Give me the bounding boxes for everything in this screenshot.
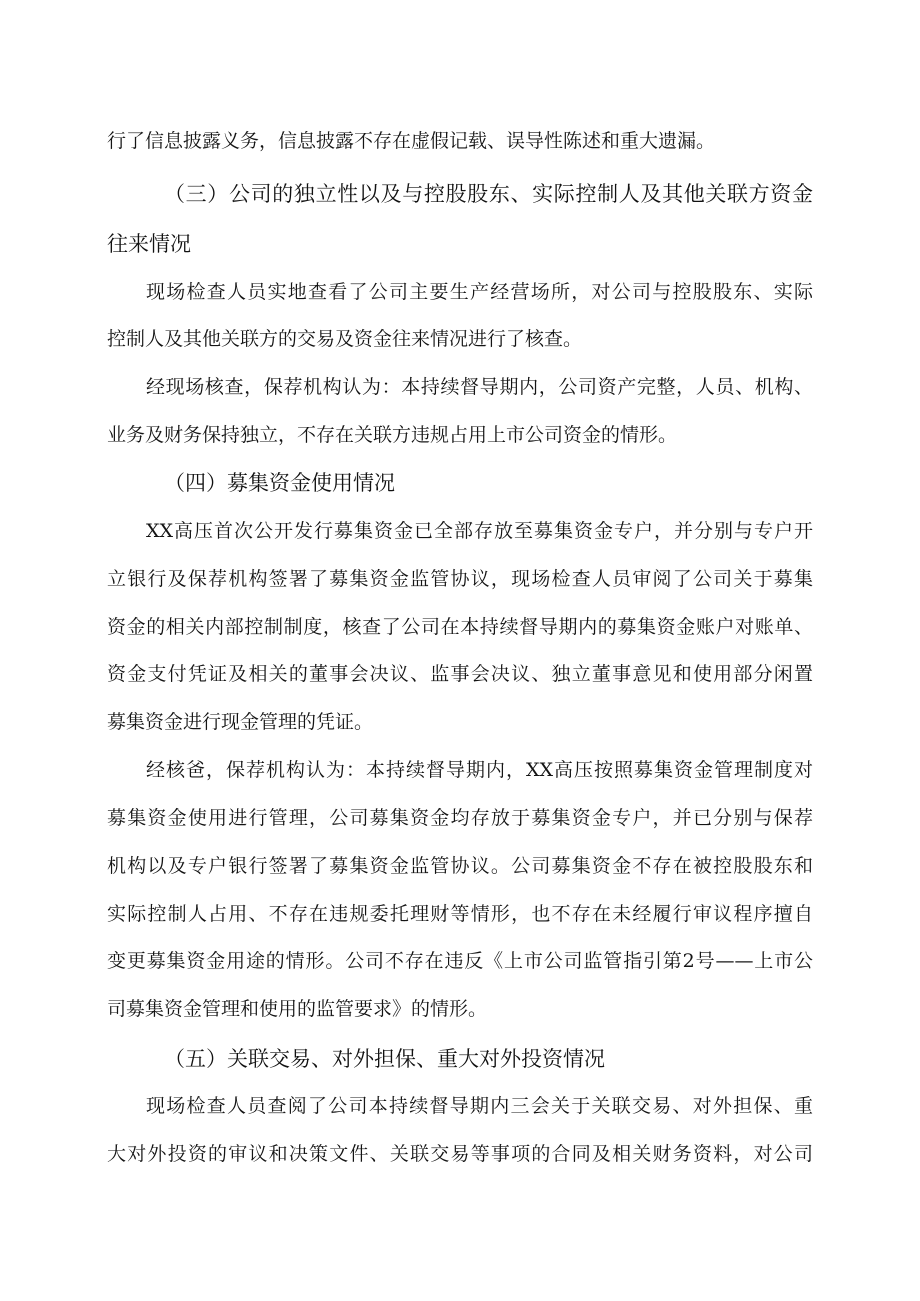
- section-heading-line: 往来情况: [107, 232, 191, 256]
- paragraph-line: 资金的相关内部控制制度，核查了公司在本持续督导期内的募集资金账户对账单、: [107, 616, 813, 638]
- section-heading-line: （四）募集资金使用情况: [164, 471, 395, 495]
- paragraph-line: 经核爸，保荐机构认为：本持续督导期内，XX高压按照募集资金管理制度对: [146, 759, 813, 781]
- paragraph-line: 实际控制人占用、不存在违规委托理财等情形，也不存在未经履行审议程序擅自: [107, 903, 813, 925]
- paragraph-line: 现场检查人员实地查看了公司主要生产经营场所，对公司与控股股东、实际: [146, 281, 813, 303]
- paragraph-line: 业务及财务保持独立，不存在关联方违规占用上市公司资金的情形。: [107, 424, 678, 446]
- paragraph-line: 机构以及专户银行签署了募集资金监管协议。公司募集资金不存在被控股股东和: [107, 855, 813, 877]
- paragraph-line: 募集资金进行现金管理的凭证。: [107, 711, 374, 733]
- paragraph-line: 经现场核查，保荐机构认为：本持续督导期内，公司资产完整，人员、机构、: [146, 376, 813, 398]
- paragraph-line: 控制人及其他关联方的交易及资金往来情况进行了核查。: [107, 328, 583, 350]
- paragraph-line: 立银行及保荐机构签署了募集资金监管协议，现场检查人员审阅了公司关于募集: [107, 568, 813, 590]
- paragraph-line: 行了信息披露义务，信息披露不存在虚假记载、误导性陈述和重大遗漏。: [107, 130, 716, 152]
- paragraph-line: XX高压首次公开发行募集资金已全部存放至募集资金专户，并分别与专户开: [146, 520, 813, 542]
- paragraph-line: 变更募集资金用途的情形。公司不存在违反《上市公司监管指引第2号——上市公: [107, 950, 813, 972]
- paragraph-line: 司募集资金管理和使用的监管要求》的情形。: [107, 998, 488, 1020]
- section-heading-line: （五）关联交易、对外担保、重大对外投资情况: [164, 1047, 605, 1071]
- paragraph-line: 大对外投资的审议和决策文件、关联交易等事项的合同及相关财务资料，对公司: [107, 1143, 813, 1165]
- section-heading-line: （三）公司的独立性以及与控股股东、实际控制人及其他关联方资金: [164, 182, 813, 206]
- paragraph-line: 募集资金使用进行管理，公司募集资金均存放于募集资金专户，并已分别与保荐: [107, 807, 813, 829]
- paragraph-line: 现场检查人员查阅了公司本持续督导期内三会关于关联交易、对外担保、重: [146, 1095, 813, 1117]
- paragraph-line: 资金支付凭证及相关的董事会决议、监事会决议、独立董事意见和使用部分闲置: [107, 663, 813, 685]
